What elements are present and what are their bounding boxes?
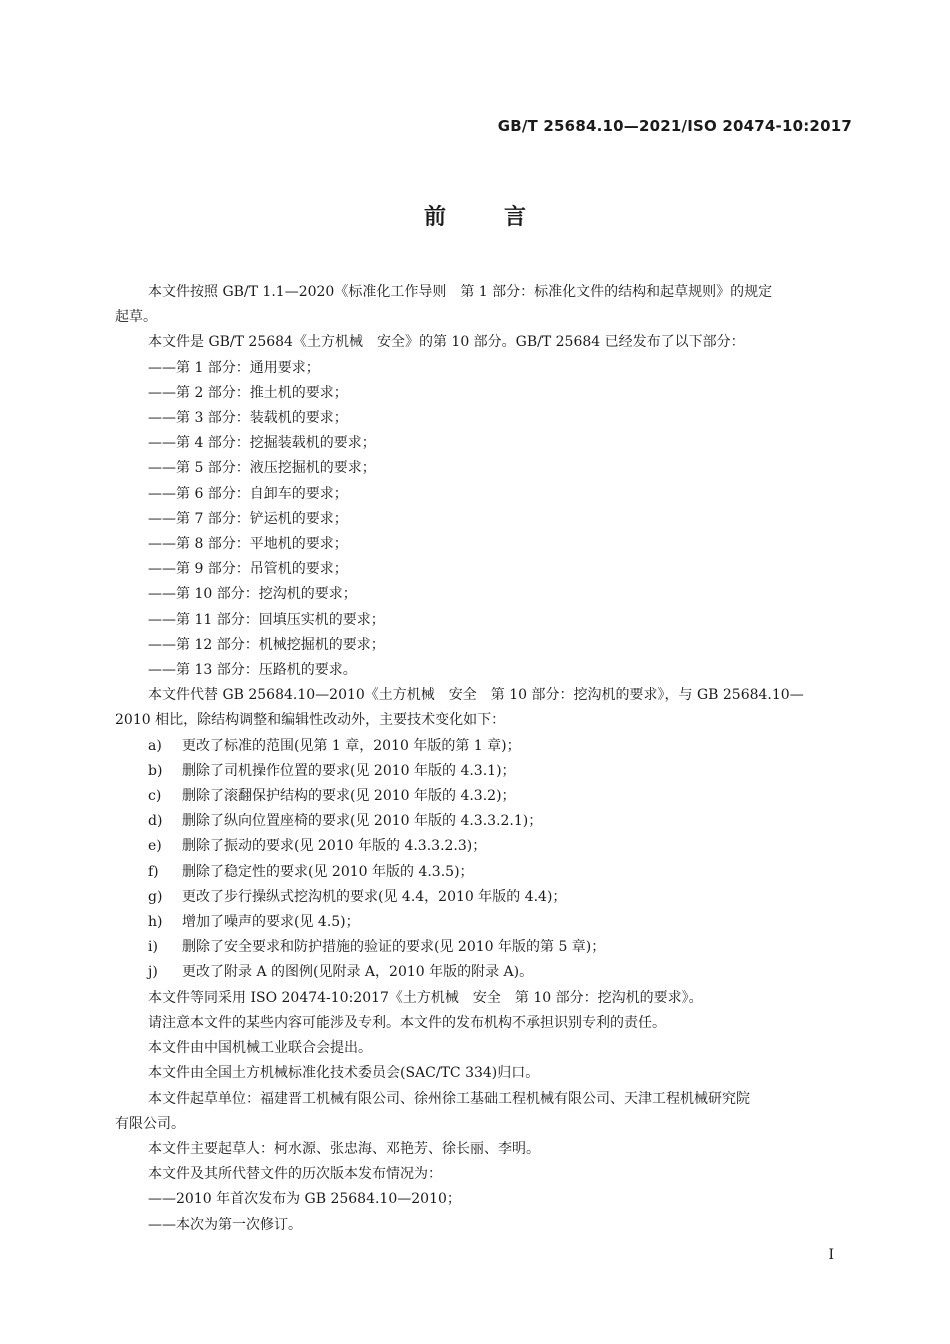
- part-list-item: ——第 3 部分：装载机的要求；: [148, 410, 348, 427]
- change-text: 更改了步行操纵式挖沟机的要求(见 4.4，2010 年版的 4.4)；: [182, 888, 567, 905]
- history-list-item: ——2010 年首次发布为 GB 25684.10—2010；: [148, 1191, 461, 1208]
- part-list-item: ——第 4 部分：挖掘装载机的要求；: [148, 435, 376, 452]
- part-list-item: ——第 7 部分：铲运机的要求；: [148, 510, 348, 527]
- part-list-item: ——第 8 部分：平地机的要求；: [148, 536, 348, 553]
- change-item: [115, 759, 855, 784]
- part-list-item: ——第 1 部分：通用要求；: [148, 359, 320, 376]
- part-list-item: ——第 11 部分：回填压实机的要求；: [148, 611, 385, 628]
- body-paragraph: 请注意本文件的某些内容可能涉及专利。本文件的发布机构不承担识别专利的责任。: [148, 1014, 666, 1031]
- change-item: [115, 935, 855, 960]
- part-list-item: ——第 10 部分：挖沟机的要求；: [148, 586, 357, 603]
- body-paragraph-continued: 起草。: [115, 309, 157, 326]
- change-label: e): [148, 838, 162, 855]
- change-item: [115, 834, 855, 859]
- change-label: b): [148, 762, 163, 779]
- body-paragraph: 本文件起草单位：福建晋工机械有限公司、徐州徐工基础工程机械有限公司、天津工程机械研究院: [148, 1090, 750, 1107]
- change-item: [115, 784, 855, 809]
- part-list-item: ——第 5 部分：液压挖掘机的要求；: [148, 460, 376, 477]
- body-paragraph-continued: 有限公司。: [115, 1115, 185, 1132]
- change-item: [115, 734, 855, 759]
- standard-code: GB/T 25684.10—2021/ISO 20474-10:2017: [497, 117, 852, 135]
- body-paragraph: 本文件由全国土方机械标准化技术委员会(SAC/TC 334)归口。: [148, 1065, 540, 1082]
- change-text: 更改了标准的范围(见第 1 章，2010 年版的第 1 章)；: [182, 737, 521, 754]
- change-item: [115, 960, 855, 985]
- part-list-item: ——第 6 部分：自卸车的要求；: [148, 485, 348, 502]
- document-body: [115, 280, 855, 1238]
- body-paragraph: 本文件及其所代替文件的历次版本发布情况为：: [148, 1166, 442, 1183]
- change-label: f): [148, 863, 159, 880]
- change-text: 删除了安全要求和防护措施的验证的要求(见 2010 年版的第 5 章)；: [182, 939, 606, 956]
- body-paragraph-continued: 2010 相比，除结构调整和编辑性改动外，主要技术变化如下：: [115, 712, 506, 729]
- body-paragraph: 本文件主要起草人：柯水源、张忠海、邓艳芳、徐长丽、李明。: [148, 1140, 540, 1157]
- change-label: g): [148, 888, 163, 905]
- change-label: a): [148, 737, 162, 754]
- change-text: 删除了纵向位置座椅的要求(见 2010 年版的 4.3.3.2.1)；: [182, 813, 543, 830]
- change-text: 更改了附录 A 的图例(见附录 A，2010 年版的附录 A)。: [182, 964, 534, 981]
- change-text: 删除了振动的要求(见 2010 年版的 4.3.3.2.3)；: [182, 838, 487, 855]
- change-item: [115, 860, 855, 885]
- change-item: [115, 885, 855, 910]
- body-paragraph: 本文件按照 GB/T 1.1—2020《标准化工作导则 第 1 部分：标准化文件的结构和起草规则》的规定: [148, 284, 773, 300]
- part-list-item: ——第 12 部分：机械挖掘机的要求；: [148, 636, 385, 653]
- body-paragraph: 本文件等同采用 ISO 20474-10:2017《土方机械 安全 第 10 部分：挖沟机的要求》。: [148, 989, 703, 1006]
- part-list-item: ——第 13 部分：压路机的要求。: [148, 662, 357, 679]
- change-label: j): [148, 964, 158, 981]
- change-label: h): [148, 914, 163, 931]
- body-paragraph: 本文件是 GB/T 25684《土方机械 安全》的第 10 部分。GB/T 25684 已经发布了以下部分：: [148, 334, 745, 351]
- change-text: 删除了滚翻保护结构的要求(见 2010 年版的 4.3.2)；: [182, 788, 516, 805]
- change-item: [115, 910, 855, 935]
- change-label: c): [148, 788, 162, 805]
- body-paragraph: 本文件代替 GB 25684.10—2010《土方机械 安全 第 10 部分：挖沟机的要求》，与 GB 25684.10—: [148, 687, 804, 704]
- change-text: 增加了噪声的要求(见 4.5)；: [182, 914, 360, 931]
- change-label: d): [148, 813, 163, 830]
- change-item: [115, 809, 855, 834]
- part-list-item: ——第 9 部分：吊管机的要求；: [148, 561, 348, 578]
- change-text: 删除了司机操作位置的要求(见 2010 年版的 4.3.1)；: [182, 762, 516, 779]
- change-label: i): [148, 939, 158, 956]
- page-number: I: [828, 1247, 834, 1263]
- part-list-item: ——第 2 部分：推土机的要求；: [148, 384, 348, 401]
- body-paragraph: 本文件由中国机械工业联合会提出。: [148, 1040, 372, 1057]
- change-text: 删除了稳定性的要求(见 2010 年版的 4.3.5)；: [182, 863, 474, 880]
- page-title: 前言: [423, 205, 584, 230]
- history-list-item: ——本次为第一次修订。: [148, 1216, 302, 1233]
